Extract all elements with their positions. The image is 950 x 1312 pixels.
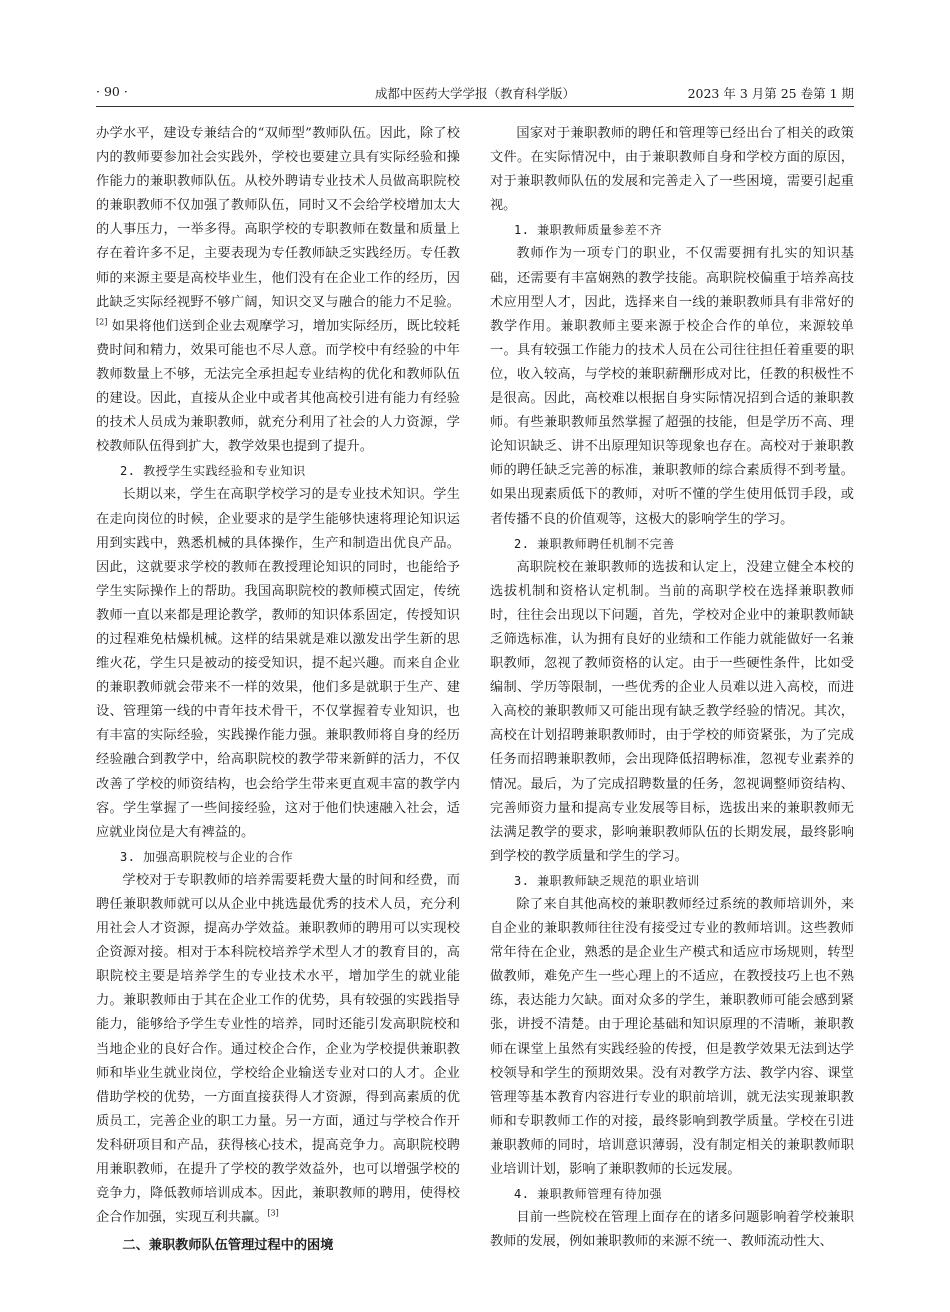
- subsection-heading: 2. 教授学生实践经验和专业知识: [120, 464, 306, 479]
- subsection-heading: 3. 兼职教师缺乏规范的职业培训: [514, 873, 700, 888]
- paragraph: 国家对于兼职教师的聘任和管理等已经出台了相关的政策文件。在实际情况中，由于兼职教师自身和学校方面的原因，对于兼职教师队伍的发展和完善走入了一些困境，需要引起重视。: [490, 126, 854, 214]
- subsection-heading: 1. 兼职教师质量参差不齐: [514, 223, 663, 238]
- paragraph: 长期以来，学生在高职学校学习的是专业技术知识。学生在走向岗位的时候，企业要求的是学生能够快速将理论知识运用到实践中，熟悉机械的具体操作，生产和制造出优良产品。因此，这就要求学校的教师在教授理论知识的同时，也能给予学生实际操作上的帮助。我国高职院校的教师模式固定，传统教师一直以来都是理论教学，教师的知识体系固定，传授知识的过程难免枯燥机械。这样的结果就是难以激发出学生新的思维火花，学生只是被动的接受知识，提不起兴趣。而来自企业的兼职教师就会带来不一样的效果，他们多是就职于生产、建设、管理第一线的中青年技术骨干，不仅掌握着专业知识，也有丰富的实际经验，实践操作能力强。兼职教师将自身的经历经验融合到教学中，给高职院校的教学带来新鲜的活力，不仅改善了学校的师资结构，也会给学生带来更直观丰富的教学内容。学生掌握了一些间接经验，这对于他们快速融入社会，适应就业岗位是大有裨益的。: [96, 487, 460, 840]
- paragraph: 办学水平，建设专兼结合的“双师型”教师队伍。因此，除了校内的教师要参加社会实践外，学校也要建立具有实际经验和操作能力的兼职教师队伍。从校外聘请专业技术人员做高职院校的兼职教师不仅加强了教师队伍，同时又不会给学校增加太大的人事压力，一举多得。高职学校的专职教师在数量和质量上存在着许多不足，主要表现为专任教师缺乏实践经历。专任教师的来源主要是高校毕业生，他们没有在企业工作的经历，因此缺乏实际经视野不够广阔，知识交叉与融合的能力不足验。[2] 如果将他们送到企业去观摩学习，增加实际经历，既比较耗费时间和精力，效果可能也不尽人意。而学校中有经验的中年教师数量上不够，无法完全承担起专业结构的优化和教师队伍的建设。因此，直接从企业中或者其他高校引进有能力有经验的技术人员成为兼职教师，就充分利用了社会的人力资源，学校教师队伍得到扩大，教学效果也提到了提升。: [96, 126, 460, 455]
- citation-ref: [2]: [96, 317, 108, 327]
- page-number: · 90 ·: [96, 84, 128, 99]
- section-heading: 二、兼职教师队伍管理过程中的困境: [122, 1238, 334, 1254]
- paragraph: 目前一些院校在管理上面存在的诸多问题影响着学校兼职教师的发展，例如兼职教师的来源不统一、教师流动性大、: [490, 1210, 854, 1250]
- subsection-heading: 3. 加强高职院校与企业的合作: [120, 849, 294, 864]
- paragraph: 学校对于专职教师的培养需要耗费大量的时间和经费，而聘任兼职教师就可以从企业中挑选最优秀的技术人员，充分利用社会人才资源，提高办学效益。兼职教师的聘用可以实现校企资源对接。相对于本科院校培养学术型人才的教育目的，高职院校主要是培养学生的专业技术水平，增加学生的就业能力。兼职教师由于其在企业工作的优势，具有较强的实践指导能力，能够给予学生专业性的培养，同时还能引发高职院校和当地企业的良好合作。通过校企合作，企业为学校提供兼职教师和毕业生就业岗位，学校给企业输送专业对口的人才。企业借助学校的优势，一方面直接获得人才资源，得到高素质的优质员工，完善企业的职工力量。另一方面，通过与学校合作开发科研项目和产品，获得核心技术，提高竞争力。高职院校聘用兼职教师，在提升了学校的教学效益外，也可以增强学校的竞争力，降低教师培训成本。因此，兼职教师的聘用，使得校企合作加强，实现互利共赢。[3]: [96, 872, 460, 1226]
- left-column: [96, 122, 460, 1258]
- issue-info: 2023 年 3 月第 25 卷第 1 期: [687, 86, 854, 101]
- paragraph: 教师作为一项专门的职业，不仅需要拥有扎实的知识基础，还需要有丰富娴熟的教学技能。高职院校偏重于培养高技术应用型人才，因此，选择来自一线的兼职教师具有非常好的教学作用。兼职教师主要来源于校企合作的单位，来源较单一。具有较强工作能力的技术人员在公司往往担任着重要的职位，收入较高，与学校的兼职薪酬形成对比，任教的积极性不是很高。因此，高校难以根据自身实际情况招到合适的兼职教师。有些兼职教师虽然掌握了超强的技能，但是学历不高、理论知识缺乏、讲不出原理知识等现象也存在。高校对于兼职教师的聘任缺乏完善的标准，兼职教师的综合素质得不到考量。如果出现素质低下的教师，对听不懂的学生使用低罚手段，或者传播不良的价值观等，这极大的影响学生的学习。: [490, 246, 854, 527]
- paragraph: 除了来自其他高校的兼职教师经过系统的教师培训外，来自企业的兼职教师往往没有接受过专业的教师培训。这些教师常年待在企业，熟悉的是企业生产模式和适应市场规则，转型做教师，难免产生一些心理上的不适应，在教授技巧上也不熟练，表达能力欠缺。面对众多的学生，兼职教师可能会感到紧张，讲授不清楚。由于理论基础和知识原理的不清晰，兼职教师在课堂上虽然有实践经验的传授，但是教学效果无法到达学校领导和学生的预期效果。没有对教学方法、教学内容、课堂管理等基本教育内容进行专业的职前培训，就无法实现兼职教师和专职教师工作的对接，最终影响到教学质量。学校在引进兼职教师的同时，培训意识薄弱，没有制定相关的兼职教师职业培训计划，影响了兼职教师的长远发展。: [490, 897, 854, 1178]
- running-header: [96, 80, 854, 107]
- paragraph: 高职院校在兼职教师的选拔和认定上，没建立健全本校的选拔机制和资格认定机制。当前的高职学校在选择兼职教师时，往往会出现以下问题，首先，学校对企业中的兼职教师缺乏筛选标准，认为拥有良好的业绩和工作能力就能做好一名兼职教师，忽视了教师资格的认定。由于一些硬性条件，比如受编制、学历等限制，一些优秀的企业人员难以进入高校，而进入高校的兼职教师又可能出现有缺乏教学经验的情况。其次，高校在计划招聘兼职教师时，由于学校的师资紧张，为了完成任务而招聘兼职教师，会出现降低招聘标准，忽视专业素养的情况。最后，为了完成招聘数量的任务，忽视调整师资结构、完善师资力量和提高专业发展等目标，选拔出来的兼职教师无法满足教学的要求，影响兼职教师队伍的长期发展，最终影响到学校的教学质量和学生的学习。: [490, 559, 854, 864]
- right-column: [490, 122, 854, 1254]
- journal-title: 成都中医药大学学报（教育科学版）: [374, 86, 575, 101]
- citation-ref: [3]: [267, 1208, 279, 1218]
- subsection-heading: 4. 兼职教师管理有待加强: [514, 1187, 663, 1202]
- subsection-heading: 2. 兼职教师聘任机制不完善: [514, 536, 675, 551]
